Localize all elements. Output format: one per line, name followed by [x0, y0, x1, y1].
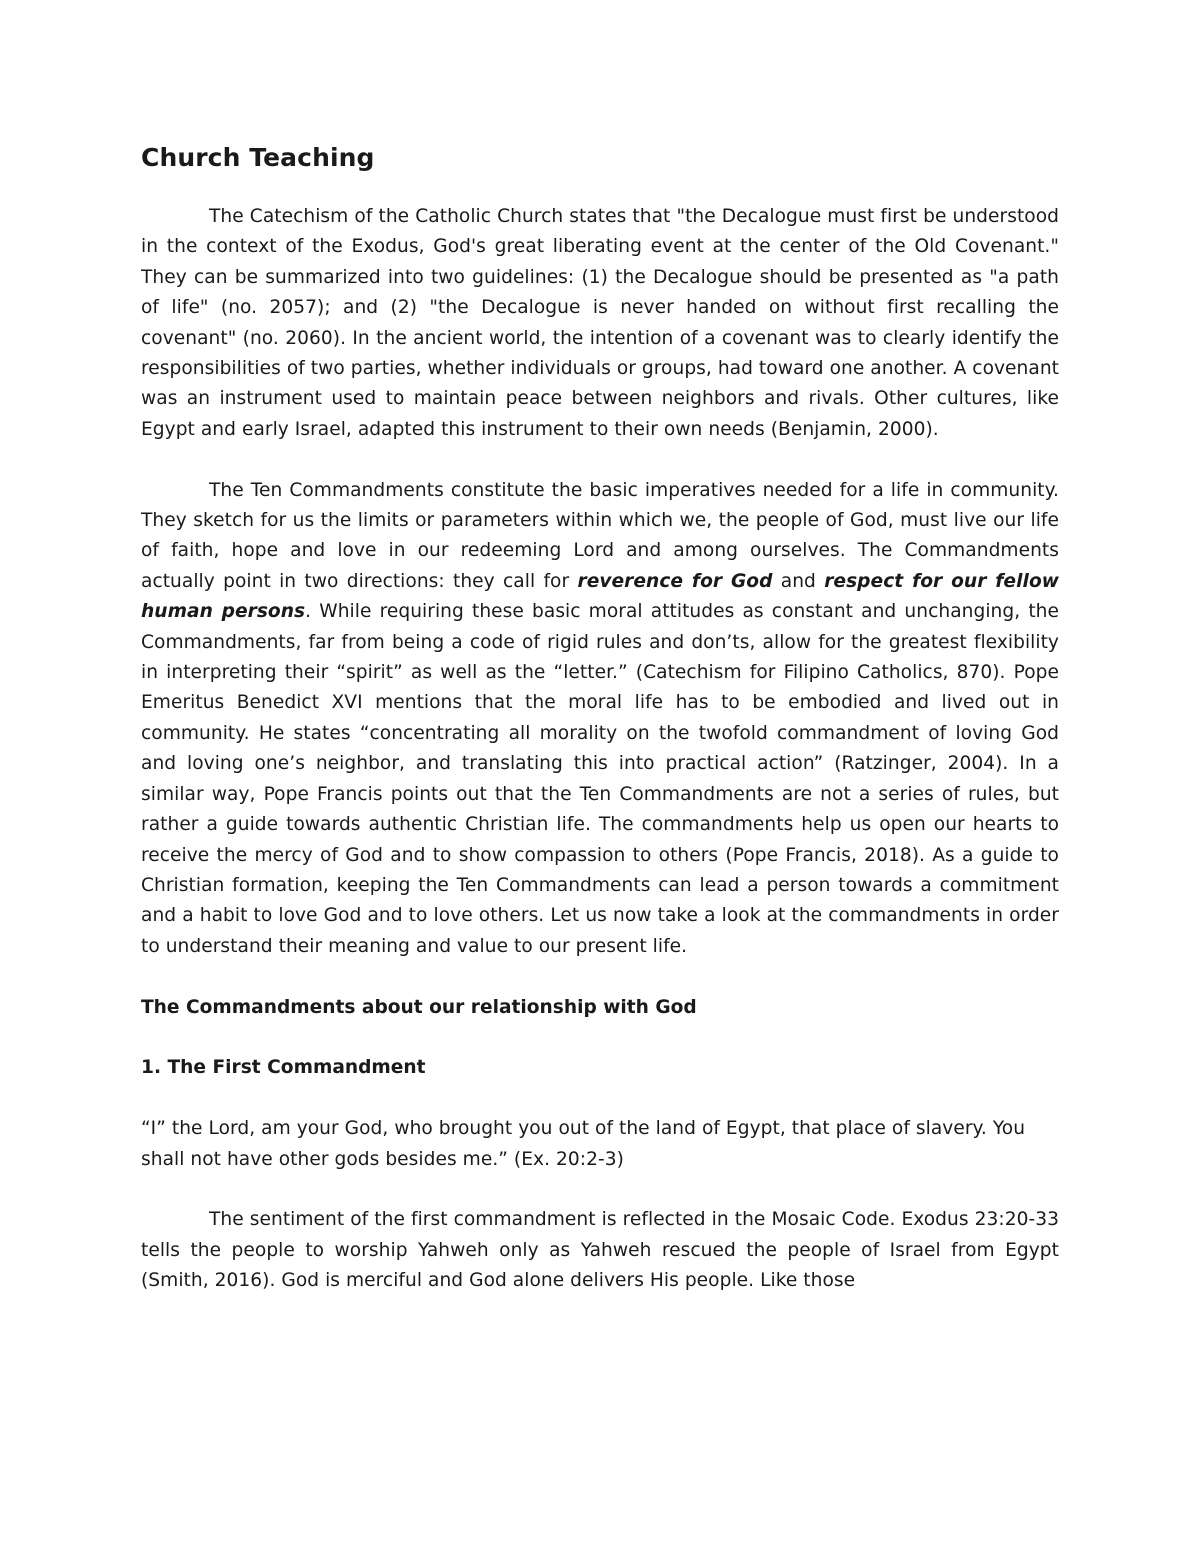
- document-page: [141, 140, 1059, 1297]
- scripture-quote: “I” the Lord, am your God, who brought you out of the land of Egypt, that place of slavery. You shall not have other gods besides me.” (Ex. 20:2-3): [141, 1118, 1026, 1170]
- paragraph-catechism: The Catechism of the Catholic Church states that "the Decalogue must first be understood in the context of the Exodus, God's great liberating event at the center of the Old Covenant." They can be summarized into two guidelines: (1) the Decalogue should be presented as "a path of life" (no. 2057); and (2) "the Decalogue is never handed on without first recalling the covenant" (no. 2060). In the ancient world, the intention of a covenant was to clearly identify the responsibilities of two parties, whether individuals or groups, had toward one another. A covenant was an instrument used to maintain peace between neighbors and rivals. Other cultures, like Egypt and early Israel, adapted this instrument to their own needs (Benjamin, 2000).: [141, 206, 1059, 440]
- subsection-heading: 1. The First Commandment: [141, 1057, 426, 1079]
- section-heading: The Commandments about our relationship with God: [141, 996, 697, 1018]
- paragraph-first-commandment: The sentiment of the first commandment is reflected in the Mosaic Code. Exodus 23:20-33 tells the people to worship Yahweh only as Yahweh rescued the people of Israel from Egypt (Smith, 2016). God is merciful and God alone delivers His people. Like those: [141, 1209, 1059, 1292]
- emphasis-reverence-for-god: reverence for God: [577, 570, 773, 592]
- paragraph-ten-commandments: [141, 476, 1059, 963]
- paragraph-text: and: [772, 570, 825, 592]
- paragraph-text: The Ten Commandments constitute the basic imperatives needed for a life in community. They sketch for us the limits or parameters within which we, the people of God, must live our life of faith, hope and love in our redeeming Lord and among ourselves. The Commandments actually point in two directions: they call for: [141, 479, 1059, 592]
- document-title: Church Teaching: [141, 143, 375, 172]
- emphasis-respect-for-persons: respect for our fellow human persons: [141, 570, 1059, 623]
- paragraph-text: . While requiring these basic moral attitudes as constant and unchanging, the Commandments, far from being a code of rigid rules and don’ts, allow for the greatest flexibility in interpreting their “spirit” as well as the “letter.” (Catechism for Filipino Catholics, 870). Pope Emeritus Benedict XVI mentions that the moral life has to be embodied and lived out in community. He states “concentrating all morality on the twofold commandment of loving God and loving one’s neighbor, and translating this into practical action” (Ratzinger, 2004). In a similar way, Pope Francis points out that the Ten Commandments are not a series of rules, but rather a guide towards authentic Christian life. The commandments help us open our hearts to receive the mercy of God and to show compassion to others (Pope Francis, 2018). As a guide to Christian formation, keeping the Ten Commandments can lead a person towards a commitment and a habit to love God and to love others. Let us now take a look at the commandments in order to understand their meaning and value to our present life.: [141, 601, 1059, 957]
